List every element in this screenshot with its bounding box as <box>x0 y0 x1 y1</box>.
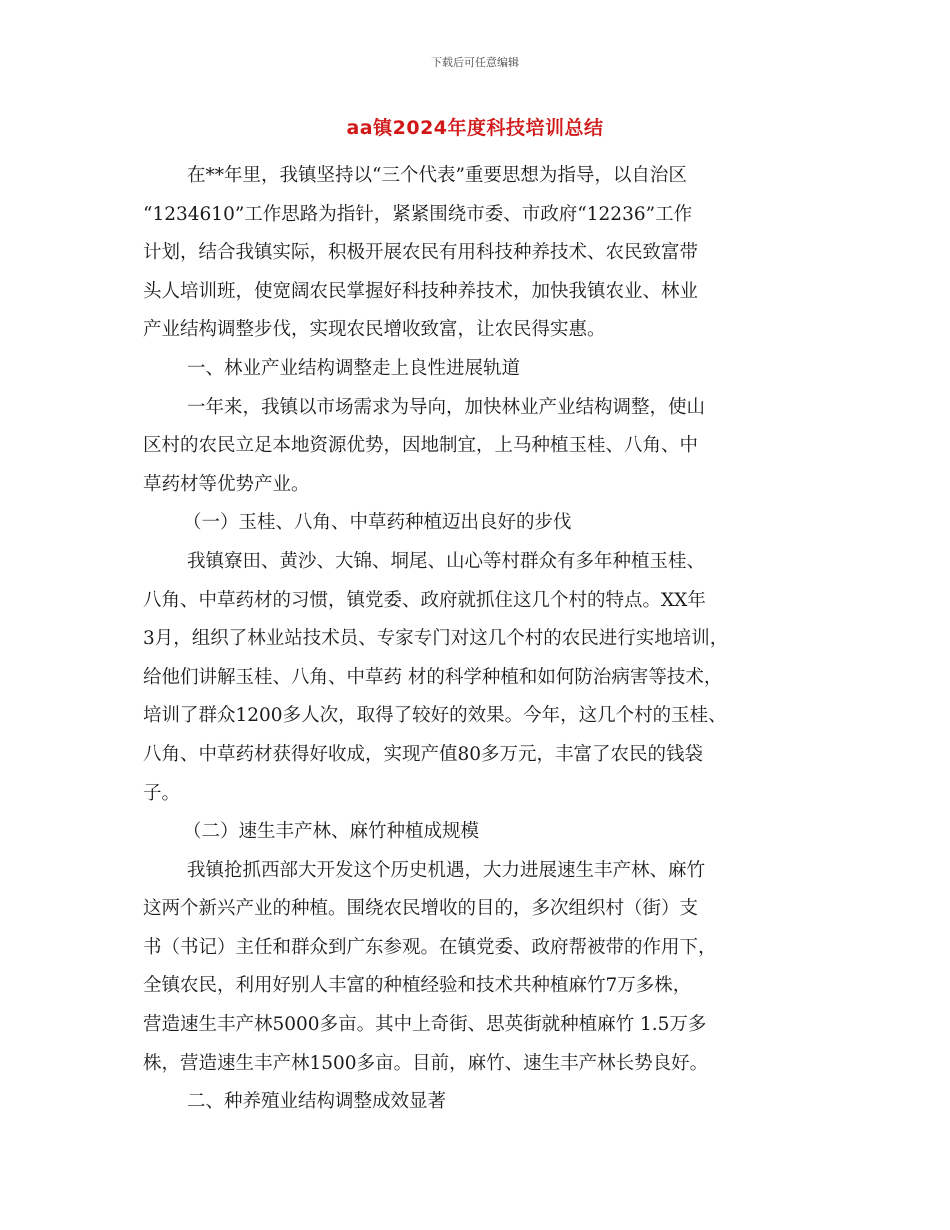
text-line: 全镇农民，利用好别人丰富的种植经验和技术共种植麻竹7万多株， <box>143 975 692 997</box>
text-line: 3月，组织了林业站技术员、专家专门对这几个村的农民进行实地培训， <box>143 628 729 650</box>
text-line: 八角、中草药材获得好收成，实现产值80多万元，丰富了农民的钱袋 <box>143 743 704 765</box>
text-line: 子。 <box>143 782 181 804</box>
text-line: 头人培训班，使宽阔农民掌握好科技种养技术，加快我镇农业、林业 <box>143 280 699 302</box>
header-note: 下载后可任意编辑 <box>431 56 519 69</box>
section-heading: 二、种养殖业结构调整成效显著 <box>187 1091 447 1113</box>
subsection-heading: （一）玉桂、八角、中草药种植迈出良好的步伐 <box>183 512 572 534</box>
text-line: 我镇寮田、黄沙、大锦、垌尾、山心等村群众有多年种植玉桂、 <box>187 550 706 572</box>
document-body <box>143 157 823 1122</box>
text-line: 草药材等优势产业。 <box>143 473 310 495</box>
document-title: aa镇2024年度科技培训总结 <box>346 117 604 139</box>
subsection-heading: （二）速生丰产林、麻竹种植成规模 <box>183 821 480 843</box>
text-line: 培训了群众1200多人次，取得了较好的效果。今年，这几个村的玉桂、 <box>143 705 727 727</box>
text-line: 这两个新兴产业的种植。围绕农民增收的目的，多次组织村（街）支 <box>143 898 699 920</box>
text-line: 在**年里，我镇坚持以“三个代表”重要思想为指导，以自治区 <box>187 165 687 186</box>
text-line: 我镇抢抓西部大开发这个历史机遇，大力进展速生丰产林、麻竹 <box>187 859 706 881</box>
text-line: 书（书记）主任和群众到广东参观。在镇党委、政府帮被带的作用下， <box>143 936 717 958</box>
text-line: 给他们讲解玉桂、八角、中草药 材的科学种植和如何防治病害等技术， <box>143 666 723 688</box>
text-line: 八角、中草药材的习惯，镇党委、政府就抓住这几个村的特点。XX年 <box>143 589 706 611</box>
text-line: 营造速生丰产林5000多亩。其中上奇街、思英街就种植麻竹 1.5万多 <box>143 1014 707 1036</box>
text-line: 产业结构调整步伐，实现农民增收致富，让农民得实惠。 <box>143 319 606 341</box>
section-heading: 一、林业产业结构调整走上良性进展轨道 <box>187 357 521 379</box>
text-line: 计划，结合我镇实际，积极开展农民有用科技种养技术、农民致富带 <box>143 242 699 264</box>
text-line: “1234610”工作思路为指针，紧紧围绕市委、市政府“12236”工作 <box>143 203 693 225</box>
text-line: 一年来，我镇以市场需求为导向，加快林业产业结构调整，使山 <box>187 396 706 418</box>
text-line: 株，营造速生丰产林1500多亩。目前，麻竹、速生丰产林长势良好。 <box>143 1052 709 1074</box>
text-line: 区村的农民立足本地资源优势，因地制宜，上马种植玉桂、八角、中 <box>143 435 699 457</box>
